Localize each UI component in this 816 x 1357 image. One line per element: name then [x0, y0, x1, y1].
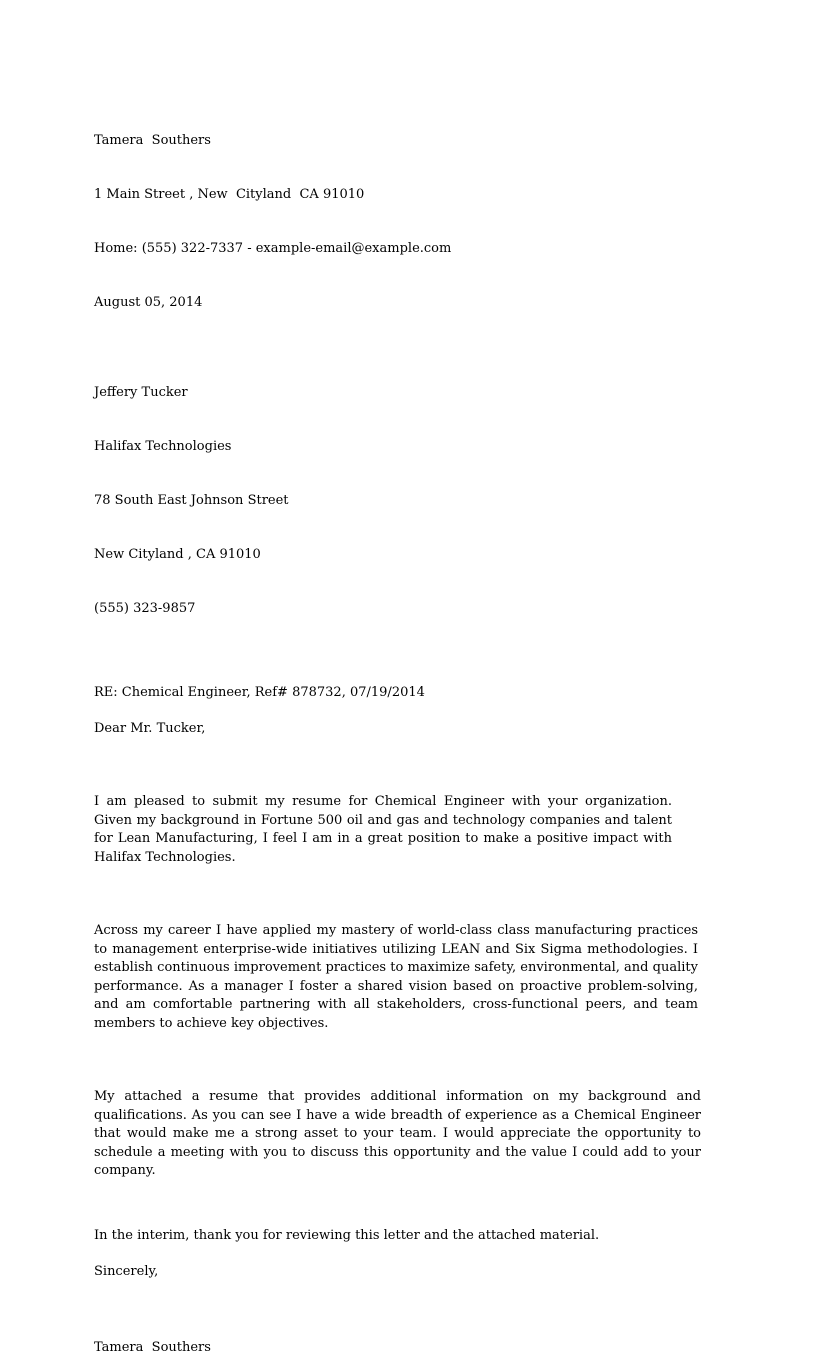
recipient-phone: (555) 323-9857 [94, 601, 196, 616]
salutation: Dear Mr. Tucker, [94, 721, 206, 736]
recipient-block [94, 348, 714, 654]
interim-line: In the interim, thank you for reviewing this letter and the attached material. [94, 1227, 600, 1243]
spacer-before-paragraph-1 [94, 738, 714, 793]
recipient-city-state-zip: New Cityland , CA 91010 [94, 547, 261, 562]
subject-line: RE: Chemical Engineer, Ref# 878732, 07/19/2014 [94, 685, 425, 700]
recipient-street: 78 South East Johnson Street [94, 493, 289, 508]
sender-address: 1 Main Street , New Cityland CA 91010 [94, 187, 365, 202]
spacer-before-interim [94, 1181, 714, 1227]
sender-block [94, 96, 714, 348]
spacer-before-paragraph-2 [94, 867, 714, 922]
sender-contact: Home: (555) 322-7337 - example-email@example.com [94, 241, 452, 256]
recipient-company: Halifax Technologies [94, 439, 232, 454]
spacer-before-paragraph-3 [94, 1033, 714, 1088]
signature-name: Tamera Southers [94, 1339, 211, 1355]
recipient-name: Jeffery Tucker [94, 385, 188, 400]
body-paragraph-3: My attached a resume that provides additional information on my background and qualifications. As you can see I have a wide breadth of experience as a Chemical Engineer that would make me a strong asset to your team. I would appreciate the opportunity to schedule a meeting with you to discuss this opportunity and the value I could add to your company. [94, 1089, 701, 1178]
closing-line: Sincerely, [94, 1263, 159, 1279]
letter-date: August 05, 2014 [94, 295, 203, 310]
spacer-before-signature [94, 1281, 714, 1339]
body-paragraph-1: I am pleased to submit my resume for Chemical Engineer with your organization. Given my background in Fortune 500 oil and gas and technology companies and talent for Lean Manufacturing, I feel I am in a great position to make a positive impact with Halifax Technologies. [94, 794, 672, 865]
letter-body [94, 96, 714, 1357]
body-paragraph-2: Across my career I have applied my mastery of world-class class manufacturing practices to management enterprise-wide initiatives utilizing LEAN and Six Sigma methodologies. I establish continuous improvement practices to maximize safety, environmental, and quality performance. As a manager I foster a shared vision based on proactive problem-solving, and am comfortable partnering with all stakeholders, cross-functional peers, and team members to achieve key objectives. [94, 923, 698, 1031]
spacer-before-salutation [94, 702, 714, 720]
spacer-before-closing [94, 1245, 714, 1263]
spacer-before-subject [94, 654, 714, 684]
sender-name: Tamera Southers [94, 133, 211, 148]
